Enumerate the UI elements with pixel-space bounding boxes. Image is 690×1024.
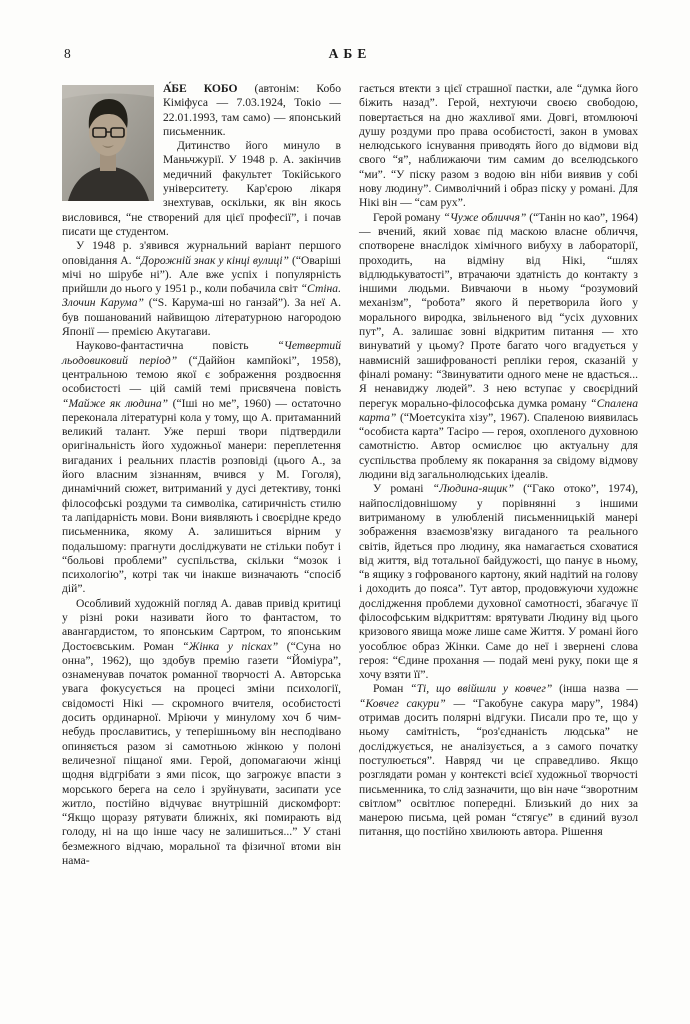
paragraph: гається втекти з цієї страшної пастки, але “думка його біжить назад”. Герой, нехтуючи своєю свободою, повертається на дно жахливої ями. Довгі, втомлюючі душу роздуми про права особистості, закон в умовах нелюдського існування приводять його до відмови від свого “я”, наближаючи тим самим до вселюдського “ми”. “У піску разом з водою він ніби виявив у собі нову людину”. Символічний і образ піску у романі. Для Нікі він — “сам рух”. bbox=[359, 82, 638, 210]
paragraph: У 1948 р. з'явився журнальний варіант першого оповідання А. “Дорожній знак у кінці вулиці” (“Оваріші мічі но шірубе ні”). Але вже успіх і популярність прийшли до нього у 1951 р., коли побачила світ “Стіна. Злочин Карума” (“S. Карума-ші но ганзай”). За неї А. був пошанований найвищою літературною нагородою Японії — премією Акутагави. bbox=[62, 239, 341, 339]
author-portrait-photo bbox=[62, 85, 154, 201]
paragraph: А́БЕ КОБО (автонім: Кобо Кіміфуса — 7.03.1924, Токіо — 22.01.1993, там само) — японський письменник. bbox=[163, 82, 341, 138]
paragraph: Герой роману “Чуже обличчя” (“Танін но као”, 1964) — вчений, який ховає під маскою власне обличчя, спотворене внаслідок хімічного вибуху в лабораторії, проходить, на відміну від Нікі, “шлях відлюдькуватості”, втрачаючи здатність до контакту з іншими людьми. Вивчаючи в ньому “розумовий механізм”, “робота” якого й перетворила його у морального виродка, звільненого від “усіх духовних пут”, А. залишає зовні відкритим питання — хто винуватий у цьому? Проте багато чого вгадується у навмисній зашифрованості репліки героя, сказаній у фіналі роману: “Звинуватити одного мене не вдасться... Я ненавиджу людей”. З нею вступає у своєрідний перегук морально-філософська думка роману “Спалена карта” (“Моетсукіта хізу”, 1967). Спаленою виявилась “особиста карта” Тасіро — героя, охопленого духовною самотністю. Автор осмислює цю актуальну для суспільства проблему як покарання за свідому відмову людини від загальнолюдських ідеалів. bbox=[359, 210, 639, 482]
running-head: АБЕ bbox=[328, 46, 372, 61]
paragraph: У романі “Людина-ящик” (“Гако отоко”, 1974), найпослідовнішому у порівнянні з іншими витриманому в улюбленій письменницькій манері зображення взаємозв'язку вигаданого та реального світів, йдеться про людину, яка намагається сховатися від життя, від тотальної байдужості, що панує в ньому, “в ящику з гофрованого картону, який надітий на голову і доходить до пояса”. Тут автор, продовжуючи художнє дослідження проблеми духовної самотності, збагачує її філософським відкриттям: врятувати Людину від цього кризового явища може лише саме Життя. У романі його уособлює образ Жінки. Саме до неї і звернені слова героя: “Єдине прохання — подай мені руку, поки ще я хочу взяти її”. bbox=[359, 482, 638, 682]
right-column bbox=[359, 82, 638, 868]
paragraph: Роман “Ті, що ввійшли у ковчег” (інша назва — “Ковчег сакури” — “Гакобуне сакура мару”, 1984) отримав досить полярні відгуки. Писали про те, що у ньому самітність, “роз'єднаність людська” не досліджується, не аналізується, а з самого початку постулюється”. Навряд чи це справедливо. Якщо розглядати роман у контексті всієї художньої творчості письменника, то слід зазначити, що він наче “зворотним світлом” освітлює попередні. Близький до них за манерою письма, цей роман “стягує” в єдиний вузол питання, що постійно хвилюють автора. Рішення bbox=[359, 682, 639, 839]
paragraph: Дитинство його минуло в Маньчжурії. У 1948 р. А. закінчив медичний факультет Токійського університету. Кар'єрою лікаря знехтував, оскільки, як він якось висловився, “не створений для цієї професії”, і почав писати ще студентом. bbox=[62, 139, 341, 238]
paragraph: Науково-фантастична повість “Четвертий льодовиковий період” (“Даййон кампйокі”, 1958), центральною темою якої є зображення роздвоєння особистості — цій самій темі присвячена повість “Майже як людина” (“Іші но ме”, 1960) — остаточно переконала літературні кола у тому, що А. притаманний великий талант. Уже перші твори підтвердили оригінальність його художньої манери: переплетення вигаданих і реальних пластів розповіді (цього А., за його власним зізнанням, вчився у М. Гоголя), динамічний сюжет, витриманий у дусі детективу, тонкі філософські роздуми та символіка, сатиричність стилю та лапідарність мови. Вони виявляють і своєрідне кредо письменника, якому А. залишиться вірним у подальшому: прагнути досліджувати не стільки побут і “больові проблеми” суспільства, скільки “мозок і психологію”, котрі так чи інакше визначають “спосіб дій”. bbox=[62, 339, 342, 596]
paragraph: Особливий художній погляд А. давав привід критиці у різні роки називати його то фантастом, то авангардистом, то японським Сартром, то японським Достоєвським. Роман “Жінка у пісках” (“Суна но онна”, 1962), що здобув премію газети “Йоміура”, ознаменував початок романної творчості А. Авторська увага фокусується на процесі зміни психології, свідомості Нікі — скромного вчителя, особистості досить ординарної. Мріючи у минулому хоч б чим-небудь прославитись, у теперішньому він несподівано опиняється разом зі самотньою жінкою у полоні величезної піщаної ями. Герой, допомагаючи жінці щодня відгрібати з ями пісок, що загрожує впасти з морського берега на село і зруйнувати, засипати усе житло, постійно відчуває внутрішній дискомфорт: “Якщо щоразу рятувати ближніх, які помирають від голоду, ні на що інше часу не залишиться...” У стані безмежного відчаю, моральної та фізичної втоми він нама- bbox=[62, 596, 341, 868]
page-header bbox=[62, 46, 638, 66]
page-number: 8 bbox=[64, 46, 71, 61]
left-column bbox=[62, 82, 341, 868]
article-body bbox=[62, 82, 638, 868]
portrait-graphic bbox=[62, 85, 154, 201]
